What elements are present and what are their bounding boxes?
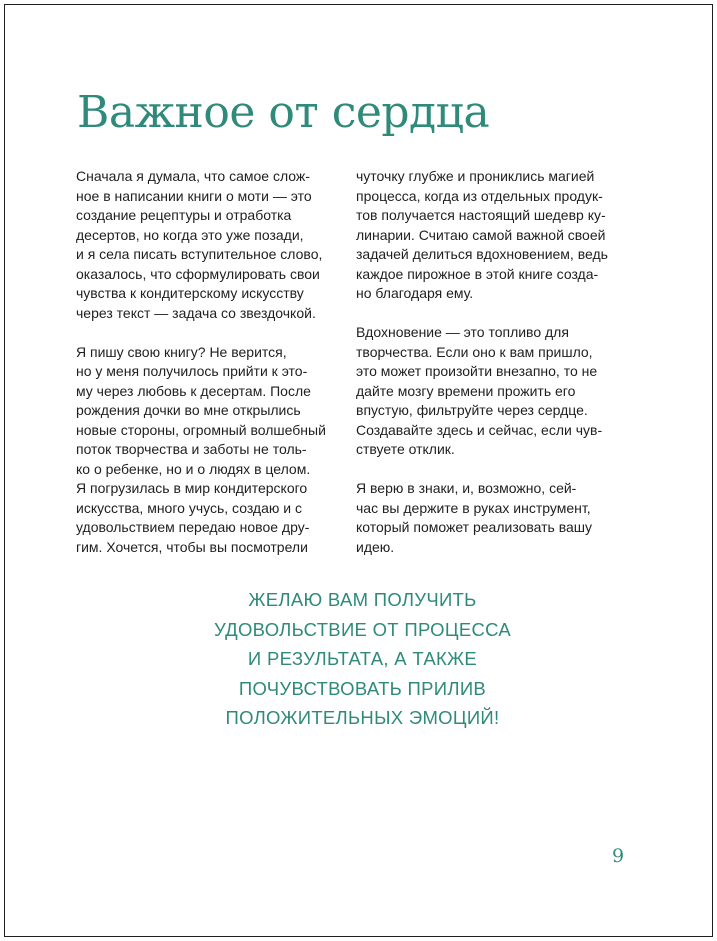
text-line: дайте мозгу времени прожить его — [356, 382, 576, 399]
text-line: и я села писать вступительное слово, — [76, 246, 323, 262]
text-line: Я погрузилась в мир кондитерского — [76, 480, 308, 496]
paragraph — [356, 323, 626, 460]
text-line: через текст — задача со звездочкой. — [76, 304, 316, 321]
text-line: удовольствием передаю новое дру- — [76, 519, 310, 535]
text-line: ное в написании книги о моти — это — [76, 187, 312, 204]
text-line: рождения дочки во мне открылись — [76, 402, 301, 418]
paragraph — [76, 343, 346, 558]
text-line: но у меня получилось прийти к это- — [76, 363, 308, 379]
text-line: тов получается настоящий шедевр ку- — [356, 207, 606, 223]
text-line: который поможет реализовать вашу — [356, 519, 593, 535]
page-number: 9 — [612, 845, 625, 867]
text-line: час вы держите в руках инструмент, — [356, 499, 591, 516]
text-line: му через любовь к десертам. После — [76, 382, 311, 399]
text-line: Вдохновение — это топливо для — [356, 324, 569, 340]
text-line: чувства к кондитерскому искусству — [76, 285, 304, 301]
quote-line: ЖЕЛАЮ ВАМ ПОЛУЧИТЬ — [248, 589, 477, 610]
left-column — [76, 167, 346, 577]
text-line: десертов, но когда это уже позади, — [76, 226, 304, 243]
text-line: ствуете отклик. — [356, 441, 455, 457]
text-line: Создавайте здесь и сейчас, если чув- — [356, 421, 603, 438]
highlight-quote — [65, 585, 660, 733]
quote-line: И РЕЗУЛЬТАТА, А ТАКЖЕ — [247, 648, 478, 669]
quote-line: УДОВОЛЬСТВИЕ ОТ ПРОЦЕССА — [213, 618, 512, 640]
text-line: гим. Хочется, чтобы вы посмотрели — [76, 538, 308, 555]
text-line: Сначала я думала, что самое слож- — [76, 168, 310, 184]
text-line: Я верю в знаки, и, возможно, сей- — [356, 480, 577, 496]
text-line: Я пишу свою книгу? Не верится, — [76, 343, 287, 360]
quote-line: ПОЛОЖИТЕЛЬНЫХ ЭМОЦИЙ! — [225, 707, 500, 728]
paragraph — [76, 167, 346, 323]
text-line: это может произойти внезапно, то не — [356, 363, 598, 379]
quote-line: ПОЧУВСТВОВАТЬ ПРИЛИВ — [238, 677, 487, 699]
text-line: идею. — [356, 538, 395, 555]
text-line: чуточку глубже и прониклись магией — [356, 168, 595, 184]
paragraph — [356, 479, 626, 557]
page-title: Важное от сердца — [77, 87, 490, 138]
text-line: творчества. Если оно к вам пришло, — [356, 343, 593, 360]
text-line: оказалось, что сформулировать свои — [76, 265, 320, 282]
book-page — [4, 4, 713, 937]
text-line: новые стороны, огромный волшебный — [76, 421, 326, 438]
paragraph — [356, 167, 626, 304]
text-line: каждое пирожное в этой книге созда- — [356, 265, 599, 282]
text-line: впустую, фильтруйте через сердце. — [356, 402, 588, 418]
text-line: ко о ребенке, но и о людях в целом. — [76, 460, 311, 477]
text-line: задачей делиться вдохновением, ведь — [356, 246, 608, 262]
text-line: но благодаря ему. — [356, 285, 474, 301]
text-line: поток творчества и заботы не толь- — [76, 441, 307, 457]
text-line: искусства, много учусь, создаю и с — [76, 499, 302, 516]
text-line: линарии. Считаю самой важной своей — [356, 226, 606, 243]
text-line: создание рецептуры и отработка — [76, 207, 292, 223]
right-column — [356, 167, 626, 577]
text-line: процесса, когда из отдельных продук- — [356, 187, 603, 204]
